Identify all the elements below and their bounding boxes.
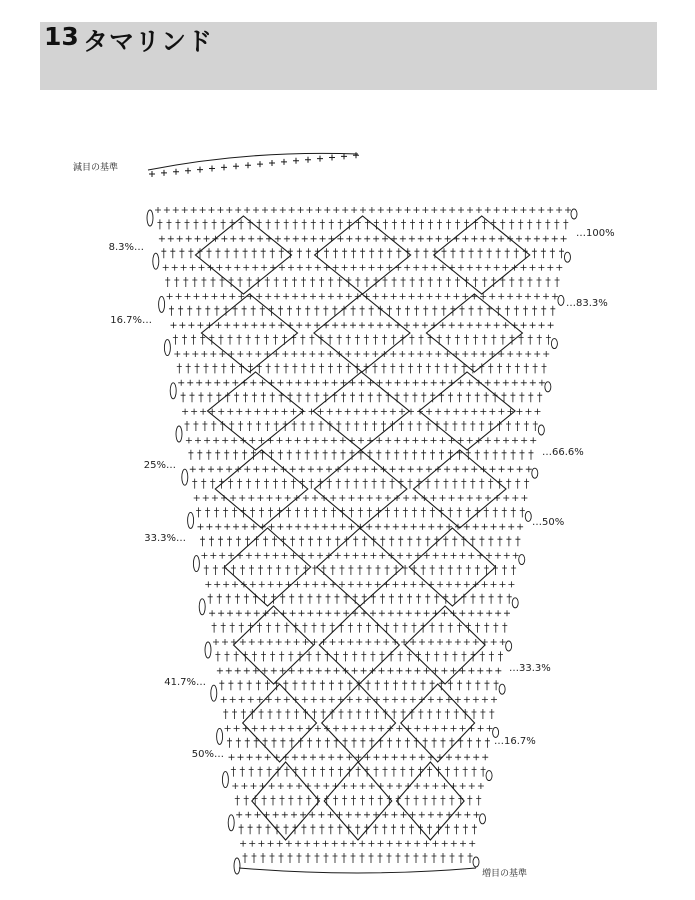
pattern-number: 13 (44, 22, 79, 51)
right-percent-label: …16.7% (494, 736, 536, 747)
right-percent-label: …33.3% (509, 663, 551, 674)
right-percent-label: …100% (576, 228, 615, 239)
increase-reference-chain (239, 868, 476, 873)
left-percent-label: 16.7%… (110, 315, 152, 326)
stitch-rows (155, 207, 571, 863)
increase-reference-label: 増目の基準 (482, 869, 528, 879)
decrease-reference-row (148, 152, 359, 177)
left-percent-label: 25%… (143, 460, 176, 471)
right-percent-label: …83.3% (566, 298, 608, 309)
decrease-reference-label: 減目の基準 (73, 163, 119, 173)
pattern-title: タマリンド (83, 27, 214, 56)
right-percent-label: …50% (532, 517, 565, 528)
right-percent-label: …66.6% (542, 447, 584, 458)
left-percent-label: 33.3%… (144, 533, 186, 544)
left-percent-label: 8.3%… (108, 242, 144, 253)
left-percent-label: 50%… (191, 749, 224, 760)
left-percent-label: 41.7%… (164, 677, 206, 688)
